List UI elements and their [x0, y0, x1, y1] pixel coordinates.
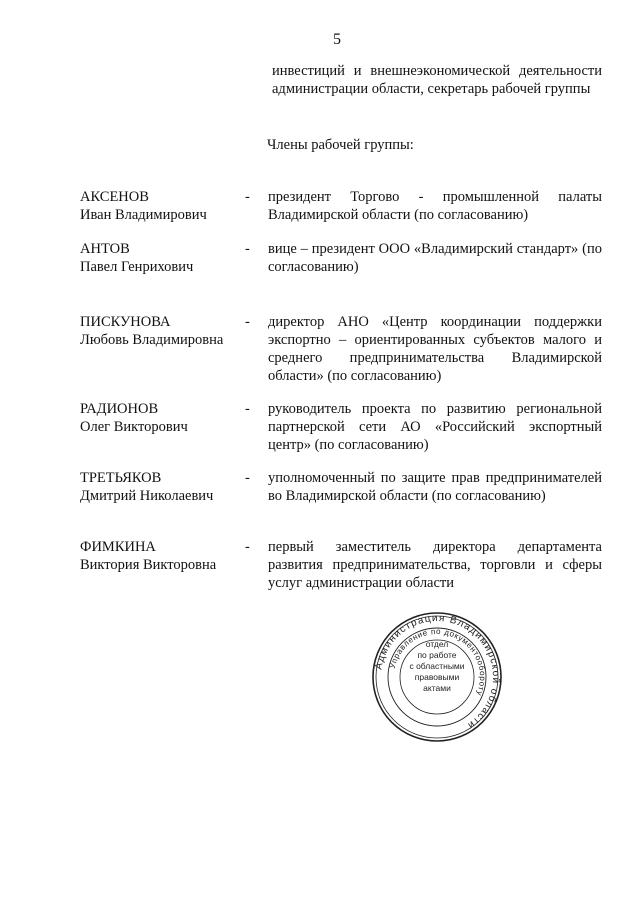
member-position: президент Торгово - промышленной палаты Владимирской области (по согласованию) — [268, 189, 602, 223]
member-dash: - — [245, 401, 250, 417]
page-number: 5 — [333, 31, 341, 48]
member-surname: АНТОВ — [80, 241, 130, 257]
member-dash: - — [245, 189, 250, 205]
member-position: руководитель проекта по развитию региональной партнерской сети АО «Российский экспортный центр» (по согласованию) — [268, 401, 602, 453]
member-position: директор АНО «Центр координации поддержки экспортно – ориентированных субъектов малого и среднего предпринимательства Владимирской области» (по согласованию) — [268, 314, 602, 384]
member-name — [80, 400, 250, 436]
official-stamp — [371, 611, 503, 743]
member-surname: ТРЕТЬЯКОВ — [80, 470, 162, 486]
members-heading: Члены рабочей группы: — [267, 137, 414, 153]
member-position: уполномоченный по защите прав предпринимателей во Владимирской области (по согласованию) — [268, 470, 602, 504]
member-dash: - — [245, 314, 250, 330]
stamp-center-line: отдел — [425, 639, 449, 649]
stamp-center-line: с областными — [409, 661, 465, 671]
stamp-inner-text: Управление по документообороту — [387, 626, 488, 698]
member-dash: - — [245, 470, 250, 486]
stamp-center-text — [397, 639, 477, 694]
member-surname: ФИМКИНА — [80, 539, 156, 555]
member-surname: ПИСКУНОВА — [80, 314, 171, 330]
member-position: первый заместитель директора департамента развития предпринимательства, торговли и сферы услуг администрации области — [268, 539, 602, 591]
member-surname: АКСЕНОВ — [80, 189, 149, 205]
member-given-names: Виктория Викторовна — [80, 557, 217, 573]
member-position: вице – президент ООО «Владимирский стандарт» (по согласованию) — [268, 241, 602, 275]
member-given-names: Любовь Владимировна — [80, 332, 224, 348]
member-name — [80, 469, 250, 505]
continuation-text: инвестиций и внешнеэкономической деятельности администрации области, секретарь рабочей группы — [272, 63, 602, 97]
member-dash: - — [245, 241, 250, 257]
member-given-names: Олег Викторович — [80, 419, 188, 435]
member-given-names: Павел Генрихович — [80, 259, 194, 275]
stamp-center-line: по работе — [417, 650, 457, 660]
member-name — [80, 240, 250, 276]
stamp-center-line: актами — [423, 683, 451, 693]
member-name — [80, 188, 250, 224]
member-dash: - — [245, 539, 250, 555]
member-given-names: Иван Владимирович — [80, 207, 207, 223]
member-name — [80, 538, 250, 574]
member-given-names: Дмитрий Николаевич — [80, 488, 214, 504]
stamp-center-line: правовыми — [414, 672, 460, 682]
stamp-outer-text: Администрация Владимирской области — [373, 612, 502, 732]
member-name — [80, 313, 250, 349]
member-surname: РАДИОНОВ — [80, 401, 159, 417]
